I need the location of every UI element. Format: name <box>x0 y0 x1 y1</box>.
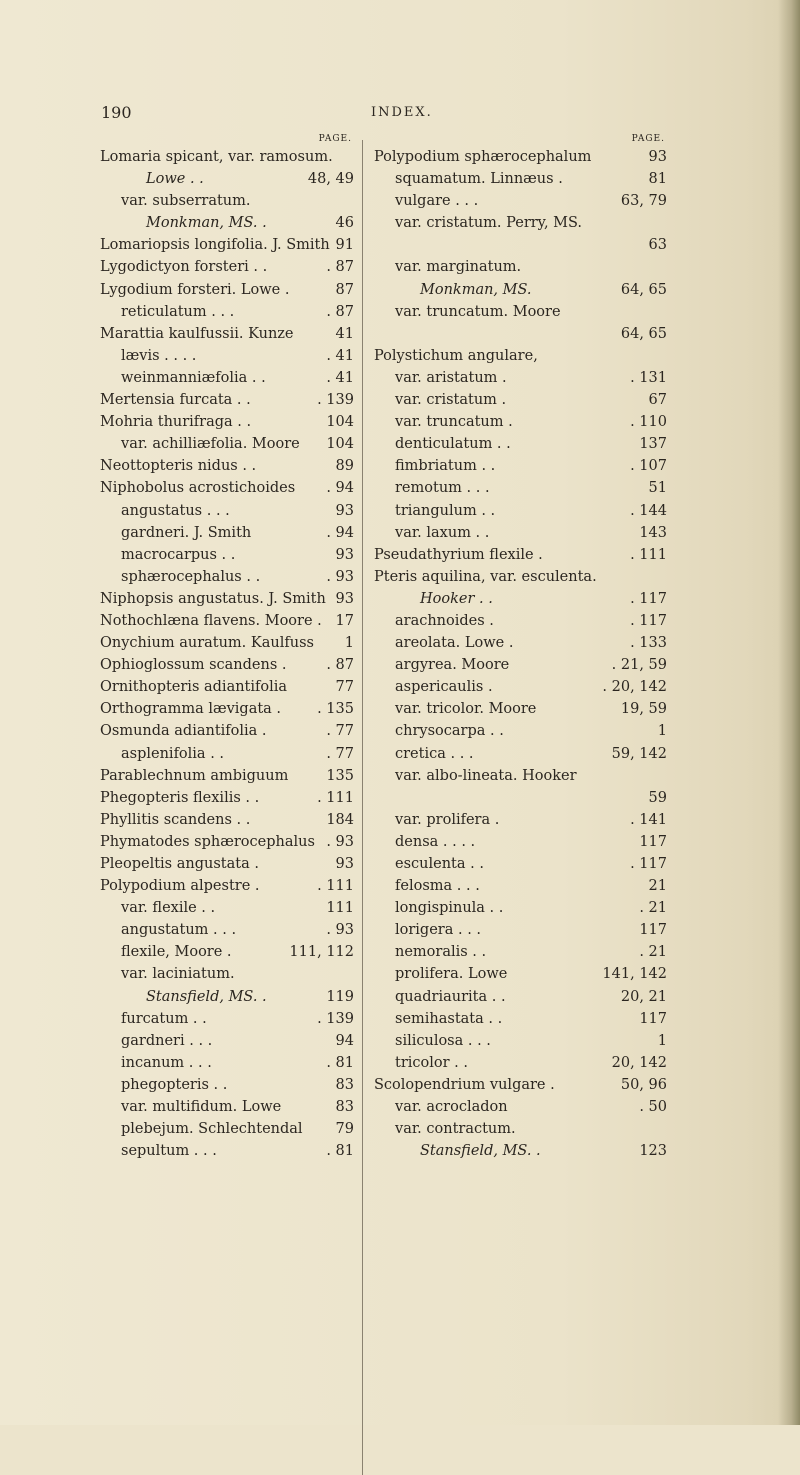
entry-name: densa . . . . <box>395 833 476 850</box>
entry-name: Stansfield, MS. . <box>146 988 267 1005</box>
index-entry <box>374 963 667 985</box>
entry-page-ref: 117 <box>639 833 667 850</box>
entry-page-ref: . 141 <box>630 811 667 828</box>
entry-page-ref: . 21, 59 <box>611 657 667 674</box>
entry-name: quadriaurita . . <box>395 988 506 1005</box>
index-entry <box>100 279 354 301</box>
entry-page-ref: 93 <box>648 149 667 165</box>
entry-name: Polypodium alpestre . <box>100 878 260 895</box>
entry-page-ref: 64, 65 <box>620 281 667 298</box>
index-entry <box>100 809 354 831</box>
entry-page-ref: 1 <box>344 635 354 652</box>
entry-name: tricolor . . <box>395 1054 468 1071</box>
entry-name: fimbriatum . . <box>395 458 496 475</box>
index-entry <box>100 168 354 190</box>
entry-page-ref: . 94 <box>326 524 354 541</box>
index-entry <box>100 433 354 455</box>
entry-name: Pleopeltis angustata . <box>100 856 259 872</box>
entry-name: Nothochlæna flavens. Moore . <box>100 612 322 629</box>
entry-page-ref: 135 <box>326 767 354 784</box>
index-entry <box>374 1074 667 1096</box>
index-entry <box>100 654 354 676</box>
index-entry <box>374 654 667 676</box>
entry-name: angustatum . . . <box>121 922 237 939</box>
entry-name: var. acrocladon <box>395 1099 508 1116</box>
index-entry <box>374 234 667 256</box>
entry-page-ref: 20, 142 <box>611 1054 667 1071</box>
index-entry <box>374 919 667 941</box>
entry-page-ref: . 110 <box>630 414 667 431</box>
index-entry <box>100 853 354 875</box>
page-edge-shadow <box>778 0 800 1425</box>
right-index-column <box>374 132 667 1162</box>
index-entry <box>374 389 667 411</box>
entry-name: macrocarpus . . <box>121 546 236 563</box>
index-entry <box>100 897 354 919</box>
index-entry <box>374 1140 667 1162</box>
entry-name: Ornithopteris adiantifolia <box>100 679 288 696</box>
entry-name: var. flexile . . <box>121 900 216 917</box>
entry-name: var. achilliæfolia. Moore <box>121 436 300 453</box>
index-entry <box>100 301 354 323</box>
index-entry <box>100 500 354 522</box>
entry-page-ref: 46 <box>335 215 354 232</box>
entry-name: phegopteris . . <box>121 1076 228 1093</box>
entry-name: Ophioglossum scandens . <box>100 657 287 674</box>
index-entry <box>100 367 354 389</box>
entry-page-ref: 137 <box>639 436 667 453</box>
index-entry <box>374 765 667 787</box>
index-entry <box>100 588 354 610</box>
entry-page-ref: . 131 <box>630 369 667 386</box>
entry-page-ref: . 50 <box>639 1099 667 1116</box>
index-entry <box>100 389 354 411</box>
entry-page-ref: . 77 <box>326 745 354 762</box>
entry-page-ref: 77 <box>335 679 354 696</box>
entry-page-ref: 48, 49 <box>307 171 354 188</box>
index-entry <box>100 566 354 588</box>
entry-page-ref: . 94 <box>326 480 354 497</box>
entry-name: var. subserratum. <box>121 193 251 210</box>
entry-name: areolata. Lowe . <box>395 635 514 652</box>
entry-name: nemoralis . . <box>395 944 487 961</box>
entry-page-ref: 93 <box>335 502 354 519</box>
entry-name: weinmanniæfolia . . <box>121 369 266 386</box>
entry-name: prolifera. Lowe <box>395 966 508 983</box>
entry-page-ref: . 87 <box>326 657 354 674</box>
index-entry <box>100 1008 354 1030</box>
entry-name: var. tricolor. Moore <box>395 701 537 718</box>
entry-page-ref: . 41 <box>326 347 354 364</box>
index-entry <box>374 212 667 234</box>
entry-name: Monkman, MS. . <box>146 215 267 232</box>
entry-name: longispinula . . <box>395 900 504 917</box>
entry-page-ref: 104 <box>326 414 354 431</box>
entry-page-ref: 89 <box>335 458 354 475</box>
entry-name: sphærocephalus . . <box>121 568 261 585</box>
index-entry <box>100 698 354 720</box>
entry-page-ref: 94 <box>335 1032 354 1049</box>
index-entry <box>374 345 667 367</box>
entry-name: plebejum. Schlechtendal <box>121 1121 303 1138</box>
entry-name: Lowe . . <box>146 171 204 188</box>
entry-page-ref: . 41 <box>326 369 354 386</box>
index-entry <box>100 676 354 698</box>
entry-name: angustatus . . . <box>121 502 230 519</box>
entry-name: lorigera . . . <box>395 922 482 939</box>
entry-page-ref: 20, 21 <box>620 988 667 1005</box>
index-entry <box>374 986 667 1008</box>
entry-name: Polystichum angulare, <box>374 347 538 364</box>
entry-name: Scolopendrium vulgare . <box>374 1076 555 1093</box>
entry-page-ref: 1 <box>657 723 667 740</box>
index-entry <box>374 588 667 610</box>
index-entry <box>374 522 667 544</box>
entry-name: Lomaria spicant, var. ramosum. <box>100 149 333 165</box>
index-entry <box>100 146 354 168</box>
entry-name: var. truncatum . <box>395 414 513 431</box>
entry-name: Neottopteris nidus . . <box>100 458 257 475</box>
index-entry <box>374 787 667 809</box>
entry-name: lævis . . . . <box>121 347 197 364</box>
entry-page-ref: 51 <box>648 480 667 497</box>
entry-name: chrysocarpa . . <box>395 723 504 740</box>
entry-name: argyrea. Moore <box>395 657 510 674</box>
entry-name: Niphobolus acrostichoides <box>100 480 296 497</box>
entry-page-ref: 143 <box>639 524 667 541</box>
entry-page-ref: . 117 <box>630 856 667 872</box>
entry-page-ref: . 135 <box>317 701 354 718</box>
index-entry <box>100 875 354 897</box>
entry-name: var. aristatum . <box>395 369 507 386</box>
entry-name: Mertensia furcata . . <box>100 392 251 409</box>
entry-page-ref: . 20, 142 <box>602 679 667 696</box>
entry-page-ref: . 111 <box>317 878 354 895</box>
entry-name: var. cristatum. Perry, MS. <box>395 215 583 232</box>
entry-page-ref: 93 <box>335 546 354 563</box>
entry-page-ref: . 81 <box>326 1143 354 1160</box>
entry-page-ref: 93 <box>335 856 354 872</box>
entry-name: Phyllitis scandens . . <box>100 811 251 828</box>
entry-page-ref: 81 <box>648 171 667 188</box>
entry-page-ref: . 93 <box>326 922 354 939</box>
entry-name: squamatum. Linnæus . <box>395 171 563 188</box>
entry-name: cretica . . . <box>395 745 474 762</box>
entry-name: Lygodium forsteri. Lowe . <box>100 281 290 298</box>
index-entry <box>374 831 667 853</box>
entry-page-ref: . 117 <box>630 612 667 629</box>
index-entry <box>374 367 667 389</box>
entry-page-ref: . 111 <box>317 789 354 806</box>
entry-name: furcatum . . <box>121 1010 207 1027</box>
index-entry <box>374 875 667 897</box>
entry-page-ref: . 117 <box>630 590 667 607</box>
entry-name: Niphopsis angustatus. J. Smith <box>100 590 326 607</box>
index-entry <box>100 963 354 985</box>
entry-name: Lygodictyon forsteri . . <box>100 259 268 276</box>
index-entry <box>374 544 667 566</box>
index-entry <box>374 941 667 963</box>
entry-name: var. laxum . . <box>395 524 490 541</box>
entry-name: sepultum . . . <box>121 1143 217 1160</box>
entry-name: Polypodium sphærocephalum <box>374 149 592 165</box>
index-entry <box>100 831 354 853</box>
column-divider <box>362 140 363 1475</box>
index-entry <box>100 986 354 1008</box>
index-entry <box>374 411 667 433</box>
index-entry <box>374 853 667 875</box>
index-entry <box>374 301 667 323</box>
index-entry <box>374 279 667 301</box>
entry-name: gardneri . . . <box>121 1032 213 1049</box>
entry-name: aspericaulis . <box>395 679 493 696</box>
entry-name: remotum . . . <box>395 480 490 497</box>
entry-page-ref: . 139 <box>317 392 354 409</box>
entry-page-ref: 117 <box>639 1010 667 1027</box>
index-entry <box>374 190 667 212</box>
entry-name: var. laciniatum. <box>121 966 235 983</box>
entry-name: var. marginatum. <box>395 259 522 276</box>
index-entry <box>374 743 667 765</box>
entry-name: var. prolifera . <box>395 811 500 828</box>
index-entry <box>100 632 354 654</box>
entry-name: arachnoides . <box>395 612 494 629</box>
entry-name: asplenifolia . . <box>121 745 225 762</box>
entry-name: Phegopteris flexilis . . <box>100 789 260 806</box>
entry-name: var. multifidum. Lowe <box>121 1099 282 1116</box>
index-entry <box>374 720 667 742</box>
entry-name: Phymatodes sphærocephalus <box>100 833 315 850</box>
entry-page-ref: 79 <box>335 1121 354 1138</box>
entry-page-ref: 41 <box>335 325 354 342</box>
entry-name: incanum . . . <box>121 1054 212 1071</box>
entry-page-ref: 63, 79 <box>620 193 667 210</box>
entry-page-ref: 21 <box>648 878 667 895</box>
entry-page-ref: 104 <box>326 436 354 453</box>
index-entry <box>374 632 667 654</box>
entry-page-ref: 123 <box>639 1143 667 1160</box>
index-entry <box>100 411 354 433</box>
left-column-header: PAGE. <box>318 134 352 144</box>
entry-page-ref: 111 <box>326 900 354 917</box>
index-entry <box>100 765 354 787</box>
index-entry <box>100 1052 354 1074</box>
entry-page-ref: 64, 65 <box>620 325 667 342</box>
entry-name: var. contractum. <box>395 1121 516 1138</box>
entry-page-ref: 63 <box>648 237 667 254</box>
entry-name: var. truncatum. Moore <box>395 303 561 320</box>
index-entry <box>100 1140 354 1162</box>
entry-page-ref: . 87 <box>326 259 354 276</box>
entry-page-ref: . 93 <box>326 833 354 850</box>
entry-page-ref: . 21 <box>639 944 667 961</box>
entry-page-ref: . 81 <box>326 1054 354 1071</box>
entry-page-ref: . 111 <box>630 546 667 563</box>
index-entry <box>100 720 354 742</box>
entry-name: Hooker . . <box>420 590 493 607</box>
index-entry <box>100 345 354 367</box>
index-entry <box>100 190 354 212</box>
index-entry <box>100 212 354 234</box>
entry-name: vulgare . . . <box>395 193 479 210</box>
index-entry <box>100 256 354 278</box>
entry-page-ref: . 107 <box>630 458 667 475</box>
index-entry <box>374 610 667 632</box>
entry-page-ref: 83 <box>335 1076 354 1093</box>
index-entry <box>100 544 354 566</box>
entry-page-ref: 93 <box>335 590 354 607</box>
entry-name: Stansfield, MS. . <box>420 1143 541 1160</box>
index-entry <box>100 1118 354 1140</box>
index-entry <box>100 743 354 765</box>
entry-page-ref: 50, 96 <box>620 1076 667 1093</box>
left-index-column <box>100 132 354 1162</box>
entry-page-ref: 59 <box>648 789 667 806</box>
index-entry <box>374 323 667 345</box>
index-entry <box>100 787 354 809</box>
index-entry <box>374 1118 667 1140</box>
entry-name: Lomariopsis longifolia. J. Smith <box>100 237 330 254</box>
entry-page-ref: . 139 <box>317 1010 354 1027</box>
entry-name: denticulatum . . <box>395 436 511 453</box>
index-entry <box>374 897 667 919</box>
index-entry <box>100 323 354 345</box>
index-entry <box>374 146 667 168</box>
entry-page-ref: . 93 <box>326 568 354 585</box>
index-entry <box>374 1052 667 1074</box>
entry-page-ref: 141, 142 <box>602 966 667 983</box>
entry-page-ref: 83 <box>335 1099 354 1116</box>
page-number: 190 <box>101 103 132 122</box>
index-entry <box>100 1074 354 1096</box>
index-entry <box>100 1030 354 1052</box>
entry-page-ref: . 77 <box>326 723 354 740</box>
index-entry <box>374 566 667 588</box>
index-entry <box>374 455 667 477</box>
entry-name: Mohria thurifraga . . <box>100 414 252 431</box>
index-entry <box>374 500 667 522</box>
entry-page-ref: 87 <box>335 281 354 298</box>
entry-page-ref: 17 <box>335 612 354 629</box>
right-column-header: PAGE. <box>631 134 665 144</box>
entry-name: Marattia kaulfussii. Kunze <box>100 325 294 342</box>
index-entry <box>374 433 667 455</box>
page-header <box>0 103 800 125</box>
index-entry <box>374 698 667 720</box>
entry-page-ref: 59, 142 <box>611 745 667 762</box>
running-title: INDEX. <box>371 105 433 120</box>
entry-page-ref: . 133 <box>630 635 667 652</box>
entry-name: siliculosa . . . <box>395 1032 491 1049</box>
entry-name: Orthogramma lævigata . <box>100 701 282 718</box>
index-entry <box>100 455 354 477</box>
entry-page-ref: . 21 <box>639 900 667 917</box>
entry-page-ref: 67 <box>648 392 667 409</box>
entry-name: var. cristatum . <box>395 392 507 409</box>
index-entry <box>100 610 354 632</box>
entry-name: Pteris aquilina, var. esculenta. <box>374 568 597 585</box>
entry-name: triangulum . . <box>395 502 496 519</box>
entry-page-ref: 111, 112 <box>289 944 354 961</box>
entry-page-ref: 117 <box>639 922 667 939</box>
entry-page-ref: 119 <box>326 988 354 1005</box>
index-entry <box>374 809 667 831</box>
entry-name: Osmunda adiantifolia . <box>100 723 267 740</box>
entry-page-ref: 184 <box>326 811 354 828</box>
entry-page-ref: 1 <box>657 1032 667 1049</box>
index-entry <box>374 1008 667 1030</box>
index-entry <box>100 477 354 499</box>
entry-page-ref: 19, 59 <box>620 701 667 718</box>
index-entry <box>100 234 354 256</box>
index-entry <box>374 168 667 190</box>
index-entry <box>100 941 354 963</box>
entry-name: Pseudathyrium flexile . <box>374 546 543 563</box>
index-entry <box>374 256 667 278</box>
entry-name: Monkman, MS. <box>420 281 532 298</box>
entry-page-ref: . 87 <box>326 303 354 320</box>
entry-name: reticulatum . . . <box>121 303 235 320</box>
index-entry <box>100 1096 354 1118</box>
index-entry <box>374 1096 667 1118</box>
entry-name: flexile, Moore . <box>121 944 232 961</box>
entry-name: felosma . . . <box>395 878 480 895</box>
entry-name: esculenta . . <box>395 856 484 872</box>
index-entry <box>100 919 354 941</box>
index-entry <box>374 676 667 698</box>
index-entry <box>374 1030 667 1052</box>
entry-name: semihastata . . <box>395 1010 503 1027</box>
entry-name: Onychium auratum. Kaulfuss <box>100 635 314 652</box>
entry-name: Parablechnum ambiguum <box>100 767 289 784</box>
entry-name: var. albo-lineata. Hooker <box>395 767 577 784</box>
entry-name: gardneri. J. Smith <box>121 524 252 541</box>
entry-page-ref: 91 <box>335 237 354 254</box>
index-entry <box>100 522 354 544</box>
entry-page-ref: . 144 <box>630 502 667 519</box>
index-entry <box>374 477 667 499</box>
